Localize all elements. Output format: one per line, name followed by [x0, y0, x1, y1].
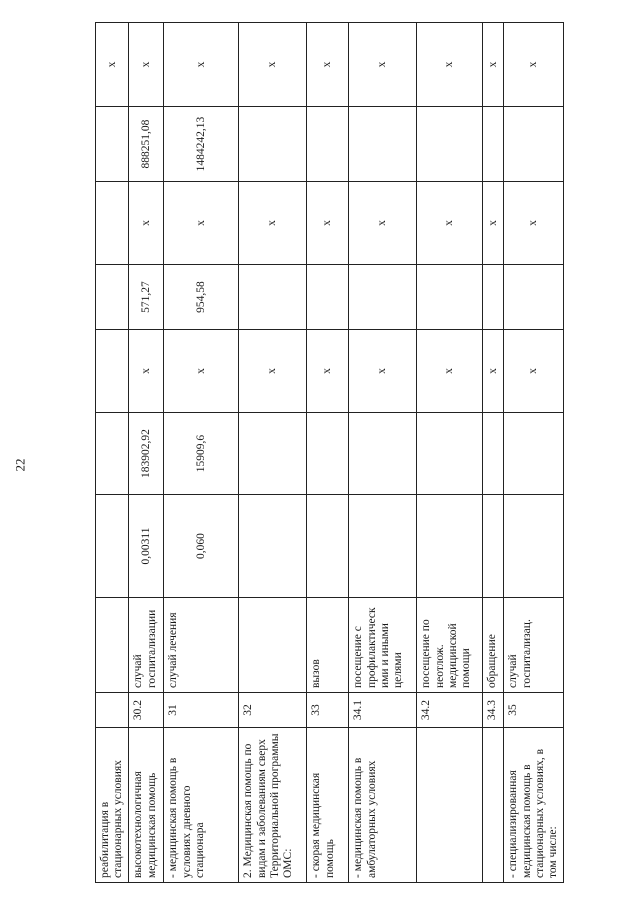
cell-c10: х — [504, 23, 564, 107]
cell-c6 — [96, 330, 129, 413]
cell-c8 — [96, 182, 129, 265]
cell-c5 — [96, 413, 129, 495]
cell-c9 — [483, 107, 504, 182]
cell-c7 — [307, 265, 349, 330]
page-number-text: 22 — [12, 458, 27, 472]
cell-c9: 1484242,13 — [164, 107, 239, 182]
cell-c6: х — [349, 330, 417, 413]
cell-name: - скорая медицинская помощь — [307, 728, 349, 883]
cell-c10: х — [129, 23, 164, 107]
table-row — [239, 23, 307, 883]
cell-c5: 15909,6 — [164, 413, 239, 495]
cell-name: - медицинская помощь в условиях дневного стационара — [164, 728, 239, 883]
cell-name: высокотехнологичная медицинская помощь — [129, 728, 164, 883]
cell-c8: х — [504, 182, 564, 265]
cell-c4: 0,00311 — [129, 495, 164, 598]
cell-c6: х — [417, 330, 483, 413]
cell-c9 — [239, 107, 307, 182]
cell-c5 — [504, 413, 564, 495]
cell-c5 — [349, 413, 417, 495]
cell-unit: случай госпитализации — [129, 598, 164, 693]
cell-unit: посещение по неотлож. медицинской помощи — [417, 598, 483, 693]
cell-c7 — [96, 265, 129, 330]
cell-c6: х — [307, 330, 349, 413]
cell-name — [417, 728, 483, 883]
cell-num: 34.1 — [349, 693, 417, 728]
cell-c10: х — [164, 23, 239, 107]
table-row — [96, 23, 129, 883]
cell-c9 — [417, 107, 483, 182]
cell-c8: х — [164, 182, 239, 265]
table-row — [129, 23, 164, 883]
cell-c6: х — [504, 330, 564, 413]
cell-c9 — [307, 107, 349, 182]
cell-unit: посещение с профилактическ ими и иными целями — [349, 598, 417, 693]
cell-c4 — [239, 495, 307, 598]
cell-unit: случай госпитализац. — [504, 598, 564, 693]
cell-num: 34.2 — [417, 693, 483, 728]
cell-c8: х — [307, 182, 349, 265]
table-row — [307, 23, 349, 883]
cell-c4 — [483, 495, 504, 598]
cell-c6: х — [164, 330, 239, 413]
cell-c5: 183902,92 — [129, 413, 164, 495]
cell-c4 — [349, 495, 417, 598]
cell-c8: х — [483, 182, 504, 265]
cell-c5 — [307, 413, 349, 495]
cell-c9 — [504, 107, 564, 182]
cell-c5 — [483, 413, 504, 495]
cell-c4 — [307, 495, 349, 598]
page-number — [10, 455, 30, 475]
financing-table — [95, 22, 564, 883]
cell-num: 34.3 — [483, 693, 504, 728]
cell-unit: случай лечения — [164, 598, 239, 693]
cell-name: реабилитация в стационарных условиях — [96, 728, 129, 883]
cell-c4 — [96, 495, 129, 598]
cell-unit — [96, 598, 129, 693]
cell-num: 30.2 — [129, 693, 164, 728]
cell-name — [483, 728, 504, 883]
table-row — [417, 23, 483, 883]
cell-c7: 571,27 — [129, 265, 164, 330]
cell-c8: х — [239, 182, 307, 265]
cell-c7 — [483, 265, 504, 330]
cell-num: 33 — [307, 693, 349, 728]
cell-c7 — [239, 265, 307, 330]
rotated-table-wrapper — [95, 23, 560, 883]
cell-c4 — [504, 495, 564, 598]
cell-c7 — [417, 265, 483, 330]
cell-c4 — [417, 495, 483, 598]
cell-c7 — [504, 265, 564, 330]
cell-c8: х — [417, 182, 483, 265]
cell-c6: х — [129, 330, 164, 413]
cell-unit — [239, 598, 307, 693]
cell-c5 — [239, 413, 307, 495]
cell-name: - специализированная медицинская помощь в стационарных условиях, в том числе: — [504, 728, 564, 883]
cell-c10: х — [307, 23, 349, 107]
cell-c8: х — [349, 182, 417, 265]
table-row — [349, 23, 417, 883]
cell-unit: обращение — [483, 598, 504, 693]
cell-unit: вызов — [307, 598, 349, 693]
cell-c10: х — [483, 23, 504, 107]
cell-c8: х — [129, 182, 164, 265]
table-row — [483, 23, 504, 883]
cell-c5 — [417, 413, 483, 495]
cell-c10: х — [417, 23, 483, 107]
cell-c9: 888251,08 — [129, 107, 164, 182]
table-row — [164, 23, 239, 883]
cell-c10: х — [349, 23, 417, 107]
cell-num: 31 — [164, 693, 239, 728]
cell-name: - медицинская помощь в амбулаторных условиях — [349, 728, 417, 883]
cell-c6: х — [239, 330, 307, 413]
table-row — [504, 23, 564, 883]
cell-c9 — [96, 107, 129, 182]
cell-c7 — [349, 265, 417, 330]
cell-c6: х — [483, 330, 504, 413]
cell-num: 32 — [239, 693, 307, 728]
cell-c4: 0,060 — [164, 495, 239, 598]
cell-c10: х — [96, 23, 129, 107]
cell-c10: х — [239, 23, 307, 107]
cell-c7: 954,58 — [164, 265, 239, 330]
cell-name: 2. Медицинская помощь по видам и заболеваниям сверх Территориальной программы ОМС: — [239, 728, 307, 883]
cell-c9 — [349, 107, 417, 182]
cell-num: 35 — [504, 693, 564, 728]
cell-num — [96, 693, 129, 728]
